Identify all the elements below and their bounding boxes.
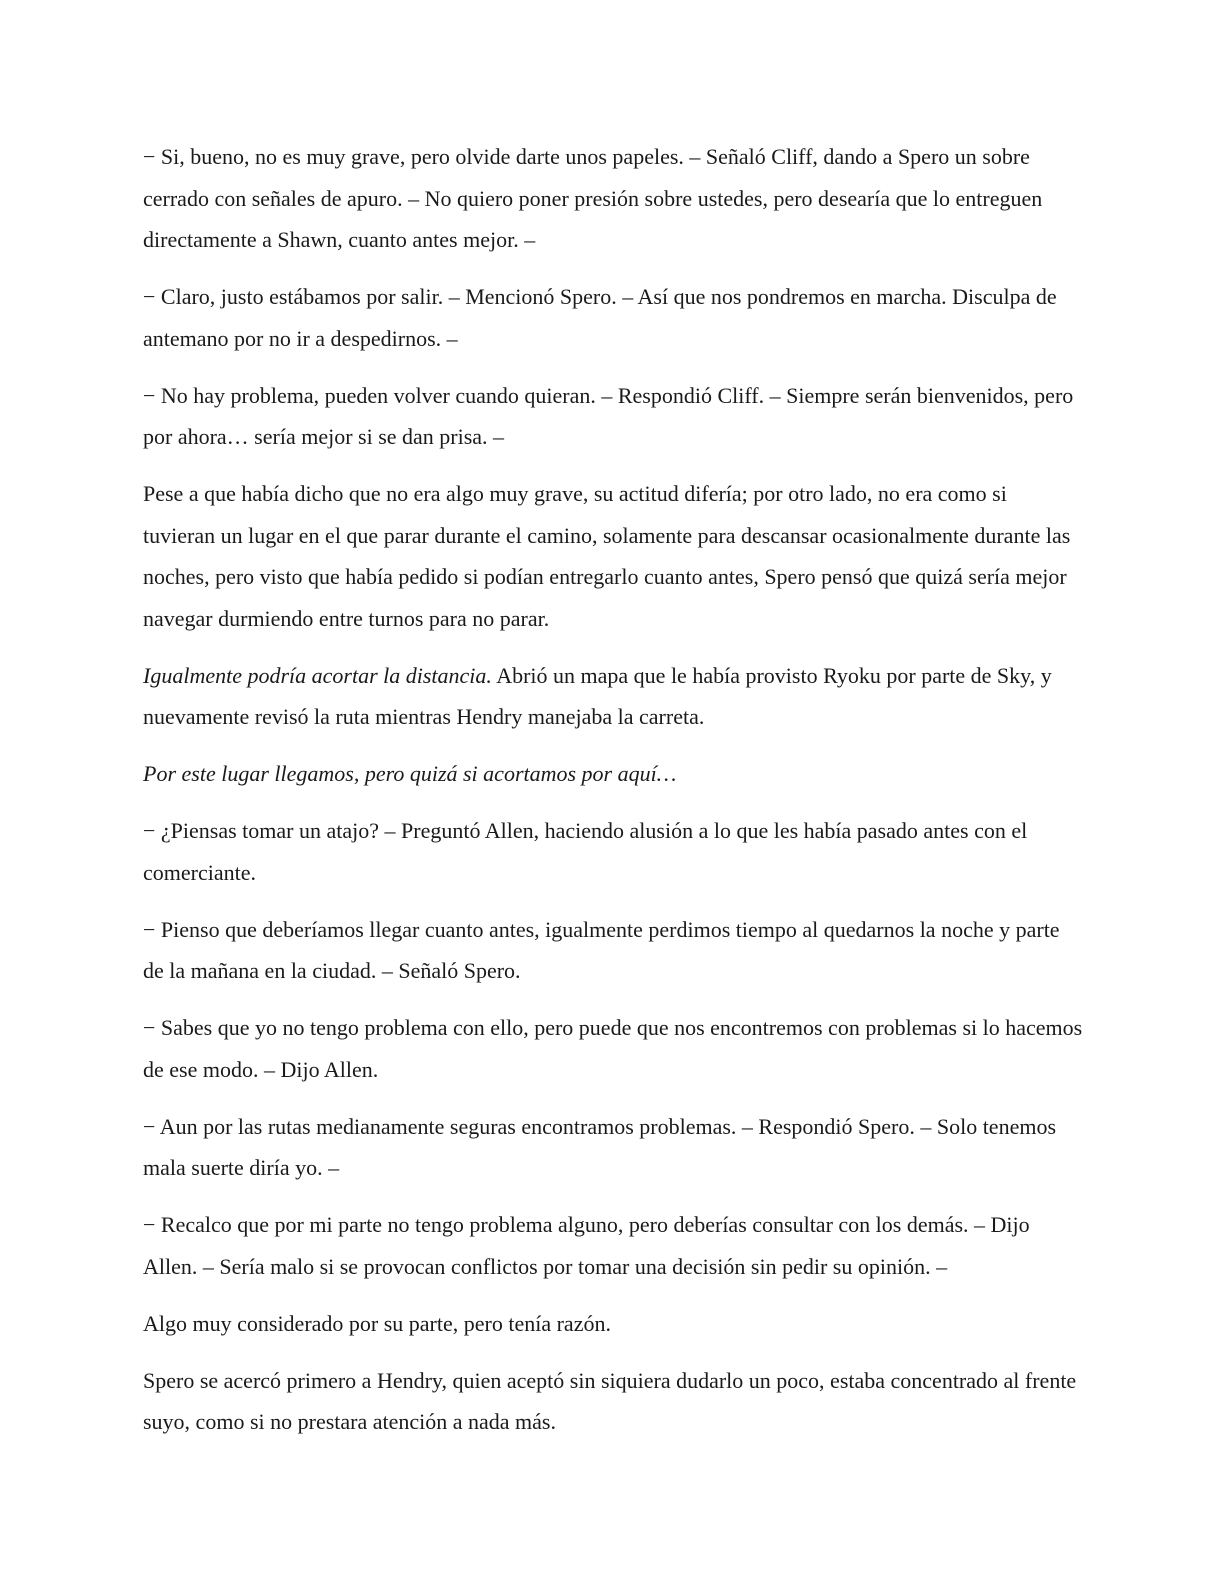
paragraph-cliff-papers: − Si, bueno, no es muy grave, pero olvide darte unos papeles. – Señaló Cliff, dando a Spero un sobre cerrado con señales de apuro. – No quiero poner presión sobre ustedes, pero desearía que lo entreguen directamente a Shawn, cuanto antes mejor. –	[143, 144, 1043, 252]
paragraph-allen-no-problem: − Sabes que yo no tengo problema con ello, pero puede que nos encontremos con problemas si lo hacemos de ese modo. – Dijo Allen.	[143, 1015, 1083, 1082]
paragraph-map-route	[143, 655, 1083, 738]
paragraph-narration-attitude: Pese a que había dicho que no era algo muy grave, su actitud difería; por otro lado, no era como si tuvieran un lugar en el que parar durante el camino, solamente para descansar ocasionalmente durante las noches, pero visto que había pedido si podían entregarlo cuanto antes, Spero pensó que quizá sería mejor navegar durmiendo entre turnos para no parar.	[143, 481, 1071, 631]
inner-thought-text: Igualmente podría acortar la distancia.	[143, 662, 492, 688]
document-page	[143, 136, 1083, 1458]
paragraph-allen-consult-others: − Recalco que por mi parte no tengo problema alguno, pero deberías consultar con los demás. – Dijo Allen. – Sería malo si se provocan conflictos por tomar una decisión sin pedir su opinión. –	[143, 1212, 1030, 1279]
paragraph-spero-bad-luck: − Aun por las rutas medianamente seguras encontramos problemas. – Respondió Spero. – Solo tenemos mala suerte diría yo. –	[143, 1113, 1057, 1180]
paragraph-allen-shortcut-question: − ¿Piensas tomar un atajo? – Preguntó Allen, haciendo alusión a lo que les había pasado antes con el comerciante.	[143, 818, 1028, 885]
paragraph-spero-hendry: Spero se acercó primero a Hendry, quien aceptó sin siquiera dudarlo un poco, estaba concentrado al frente suyo, como si no prestara atención a nada más.	[143, 1367, 1077, 1434]
paragraph-inner-thought-shortcut: Por este lugar llegamos, pero quizá si acortamos por aquí…	[143, 761, 677, 786]
paragraph-spero-leaving: − Claro, justo estábamos por salir. – Mencionó Spero. – Así que nos pondremos en marcha. Disculpa de antemano por no ir a despedirnos. –	[143, 284, 1057, 351]
paragraph-spero-arrive-soon: − Pienso que deberíamos llegar cuanto antes, igualmente perdimos tiempo al quedarnos la noche y parte de la mañana en la ciudad. – Señaló Spero.	[143, 916, 1060, 983]
map-narration-text: Abrió un mapa que le había provisto Ryoku por parte de Sky, y nuevamente revisó la ruta mientras Hendry manejaba la carreta.	[143, 662, 1052, 729]
paragraph-considerate: Algo muy considerado por su parte, pero tenía razón.	[143, 1310, 611, 1336]
paragraph-cliff-welcome: − No hay problema, pueden volver cuando quieran. – Respondió Cliff. – Siempre serán bienvenidos, pero por ahora… sería mejor si se dan prisa. –	[143, 382, 1074, 449]
